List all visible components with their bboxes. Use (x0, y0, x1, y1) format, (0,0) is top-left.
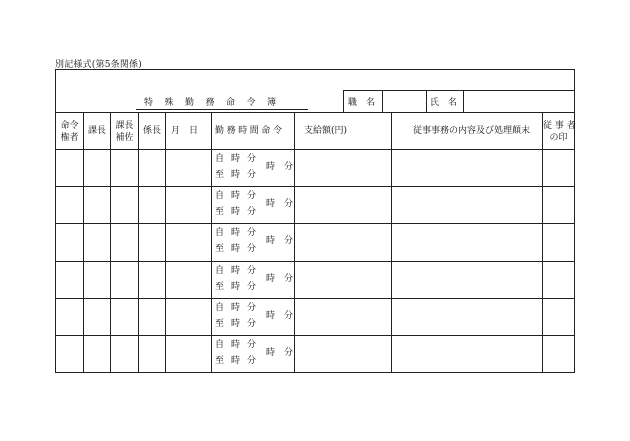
time-label-from: 自 (215, 302, 225, 313)
col-content: 従事事務の内容及び処理顛末 (413, 126, 531, 136)
time-label-minute: 分 (247, 302, 257, 313)
time-label-minute: 分 (247, 244, 257, 255)
time-label-minute: 分 (247, 191, 257, 202)
time-label-to: 至 (215, 207, 225, 218)
time-label-minute: 分 (247, 228, 257, 239)
col-worker-seal: 従 事 者 の印 (543, 121, 576, 143)
time-label-hour: 時 (231, 340, 241, 350)
time-label-from: 自 (215, 340, 225, 350)
col-section-chief: 課長 (88, 126, 107, 136)
col-subsection-chief: 係長 (143, 126, 162, 136)
time-label-minute: 分 (247, 154, 257, 164)
title-underline (136, 109, 308, 110)
time-label-hour: 時 (266, 273, 276, 284)
time-label-to: 至 (215, 244, 225, 255)
column-header-divider (56, 149, 574, 150)
time-label-minute: 分 (284, 162, 294, 172)
col-line-1 (83, 112, 84, 372)
row-divider (56, 223, 574, 224)
col-order-authority: 命令 権者 (60, 121, 79, 143)
time-label-hour: 時 (231, 265, 241, 276)
time-label-from: 自 (215, 228, 225, 239)
col-line-4 (165, 112, 166, 372)
position-label: 職 名 (348, 98, 376, 108)
time-label-from: 自 (215, 265, 225, 276)
time-label-minute: 分 (247, 265, 257, 276)
time-label-to: 至 (215, 170, 225, 180)
time-label-hour: 時 (266, 199, 276, 210)
time-label-hour: 時 (266, 310, 276, 321)
time-label-hour: 時 (266, 348, 276, 358)
time-label-minute: 分 (284, 236, 294, 247)
col-date: 月 日 (171, 126, 199, 136)
time-label-hour: 時 (266, 162, 276, 172)
time-label-minute: 分 (284, 199, 294, 210)
col-line-3 (138, 112, 139, 372)
col-line-2 (110, 112, 111, 372)
time-label-minute: 分 (247, 281, 257, 292)
time-label-hour: 時 (231, 302, 241, 313)
time-label-hour: 時 (231, 356, 241, 366)
time-label-to: 至 (215, 281, 225, 292)
row-divider (56, 335, 574, 336)
form-caption: 別記様式(第5条関係) (55, 60, 142, 70)
col-line-5 (211, 112, 212, 372)
row-divider (56, 186, 574, 187)
time-label-hour: 時 (231, 244, 241, 255)
col-line-8 (542, 112, 543, 372)
time-label-hour: 時 (231, 207, 241, 218)
form-table (55, 69, 575, 373)
title-row-top (343, 90, 574, 91)
time-label-hour: 時 (231, 170, 241, 180)
title-divider-4 (463, 90, 464, 112)
time-label-hour: 時 (231, 281, 241, 292)
time-label-minute: 分 (247, 170, 257, 180)
time-label-minute: 分 (247, 318, 257, 329)
time-label-minute: 分 (247, 207, 257, 218)
time-label-hour: 時 (231, 318, 241, 329)
title-divider-1 (343, 90, 344, 112)
time-label-to: 至 (215, 318, 225, 329)
row-divider (56, 298, 574, 299)
col-payment: 支給額(円) (304, 126, 348, 136)
name-label: 氏 名 (430, 98, 458, 108)
row-divider (56, 261, 574, 262)
col-work-hours: 勤務時間命令 (215, 126, 285, 136)
col-assistant-chief: 課長 補佐 (115, 121, 134, 143)
header-divider (56, 112, 574, 113)
time-label-hour: 時 (266, 236, 276, 247)
time-label-minute: 分 (284, 348, 294, 358)
time-label-minute: 分 (247, 356, 257, 366)
col-line-7 (391, 112, 392, 372)
time-label-hour: 時 (231, 228, 241, 239)
time-label-minute: 分 (247, 340, 257, 350)
time-label-hour: 時 (231, 191, 241, 202)
time-label-to: 至 (215, 356, 225, 366)
time-label-minute: 分 (284, 273, 294, 284)
form-title: 特殊勤務命令簿 (144, 98, 288, 108)
col-line-6 (294, 112, 295, 372)
time-label-minute: 分 (284, 310, 294, 321)
time-label-hour: 時 (231, 154, 241, 164)
time-label-from: 自 (215, 191, 225, 202)
title-divider-3 (426, 90, 427, 112)
time-label-from: 自 (215, 154, 225, 164)
title-divider-2 (382, 90, 383, 112)
